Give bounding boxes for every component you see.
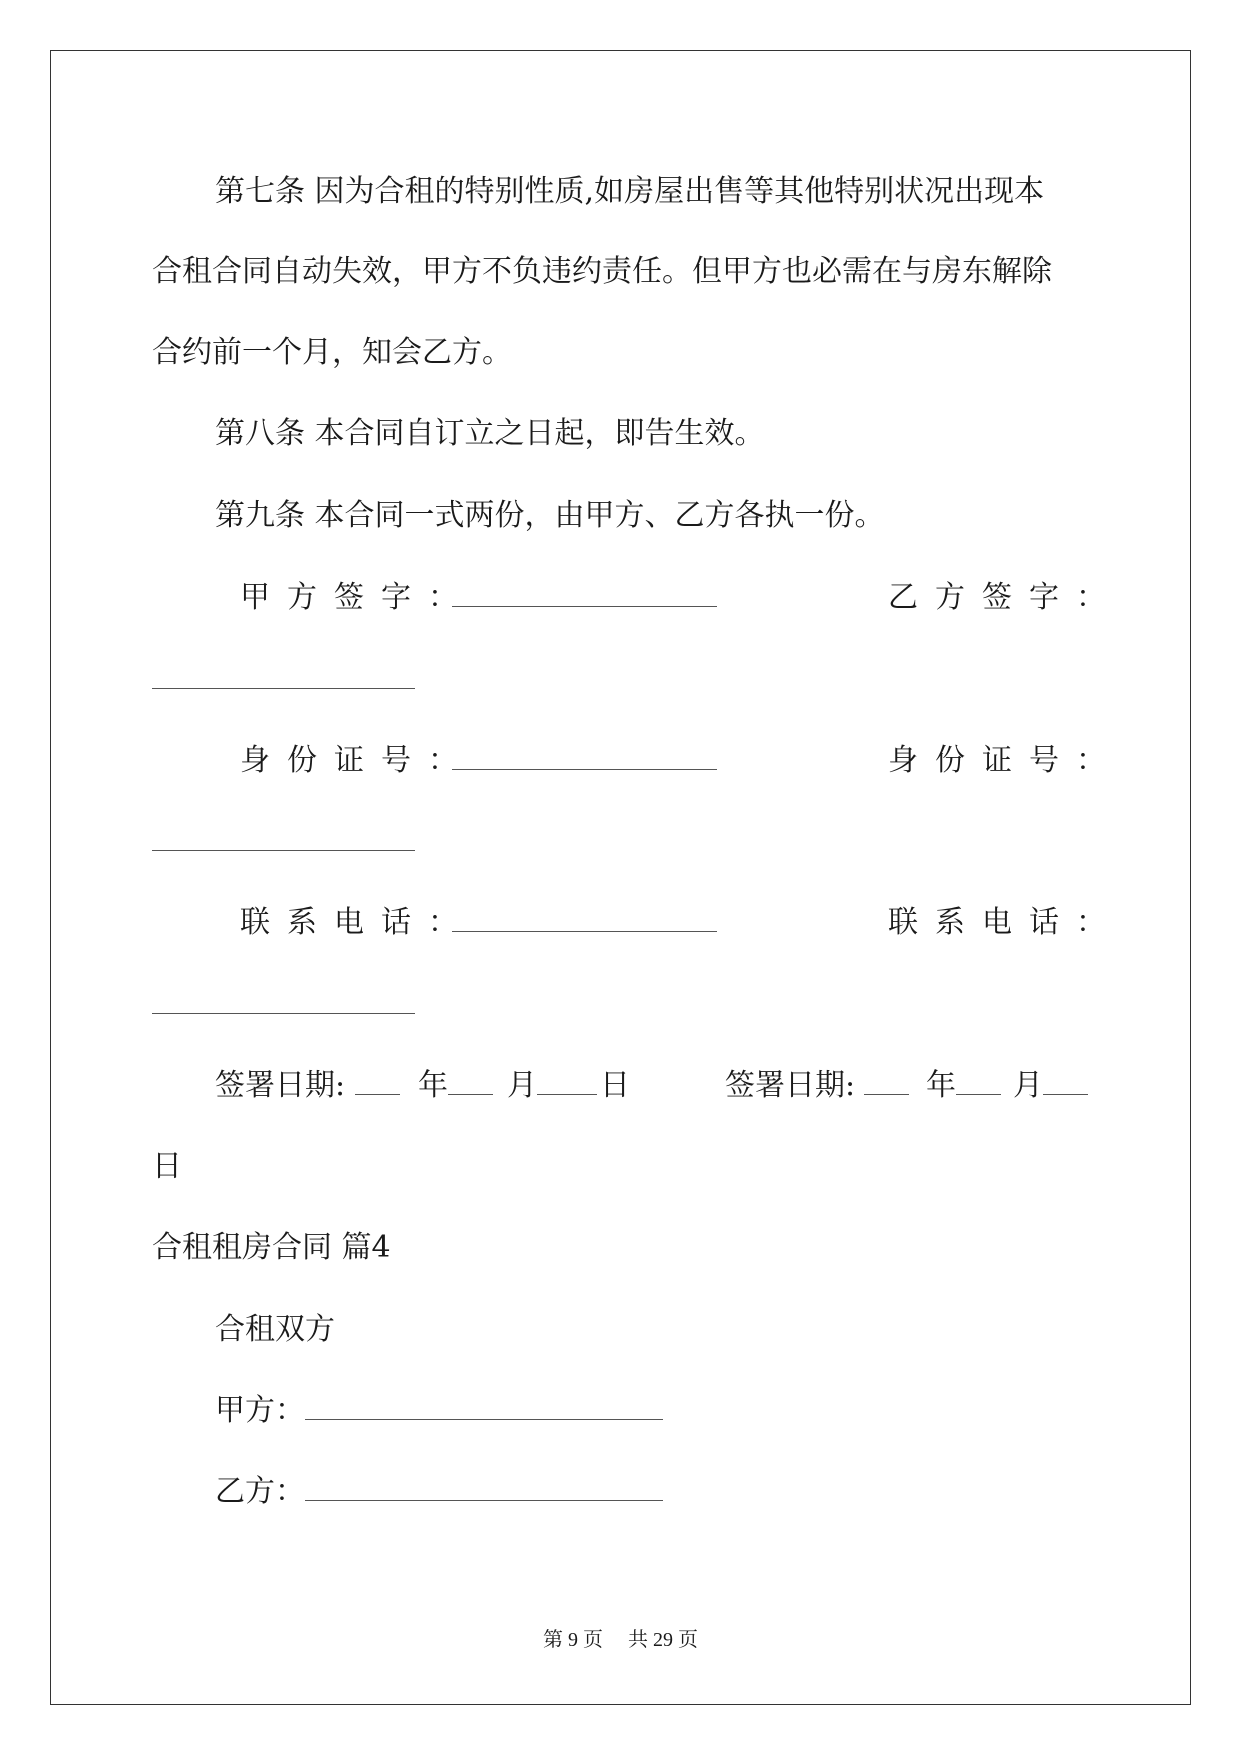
date-a-year-unit: 年 [418,1068,448,1103]
party-b-phone-label: 联系电话： [888,905,1123,940]
party-a-phone-field[interactable] [452,903,717,932]
party-b-label: 乙方： [215,1474,305,1509]
party-a-label: 甲方： [215,1393,305,1428]
article7-line1: 第七条 因为合租的特别性质,如房屋出售等其他特别状况出现本 [215,174,1045,209]
party-b-phone-field[interactable] [152,985,415,1014]
party-a-field[interactable] [305,1391,663,1420]
date-label-b: 签署日期: [725,1068,856,1103]
date-a-month-field[interactable] [448,1066,493,1095]
page-border [50,50,1191,1705]
article9: 第九条 本合同一式两份，由甲方、乙方各执一份。 [215,498,885,533]
party-a-sign-label: 甲方签字： [240,580,475,615]
both-parties-heading: 合租双方 [215,1312,335,1347]
date-label-a: 签署日期: [215,1068,346,1103]
date-a-month-unit: 月 [507,1068,537,1103]
party-b-field[interactable] [305,1472,663,1501]
article7-line2: 合租合同自动失效，甲方不负违约责任。但甲方也必需在与房东解除 [152,254,1052,289]
date-a-day-unit: 日 [600,1068,630,1103]
section-title: 合租租房合同 篇4 [152,1230,391,1265]
party-a-id-field[interactable] [452,741,717,770]
date-b-month-field[interactable] [956,1066,1001,1095]
party-b-id-label: 身份证号： [888,743,1123,778]
date-b-year-unit: 年 [926,1068,956,1103]
date-a-year-field[interactable] [355,1066,400,1095]
party-a-sign-field[interactable] [452,578,717,607]
date-b-year-field[interactable] [864,1066,909,1095]
article8: 第八条 本合同自订立之日起，即告生效。 [215,416,765,451]
date-a-day-field[interactable] [537,1066,597,1095]
date-b-day-field[interactable] [1043,1066,1088,1095]
party-a-phone-label: 联系电话： [240,905,475,940]
article7-line3: 合约前一个月，知会乙方。 [152,335,512,370]
party-b-sign-label: 乙方签字： [888,580,1123,615]
party-b-id-field[interactable] [152,822,415,851]
date-b-month-unit: 月 [1013,1068,1043,1103]
date-b-day-unit: 日 [152,1149,182,1184]
party-b-sign-field[interactable] [152,660,415,689]
page-number-footer: 第 9 页 共 29 页 [543,1629,698,1651]
party-a-id-label: 身份证号： [240,743,475,778]
